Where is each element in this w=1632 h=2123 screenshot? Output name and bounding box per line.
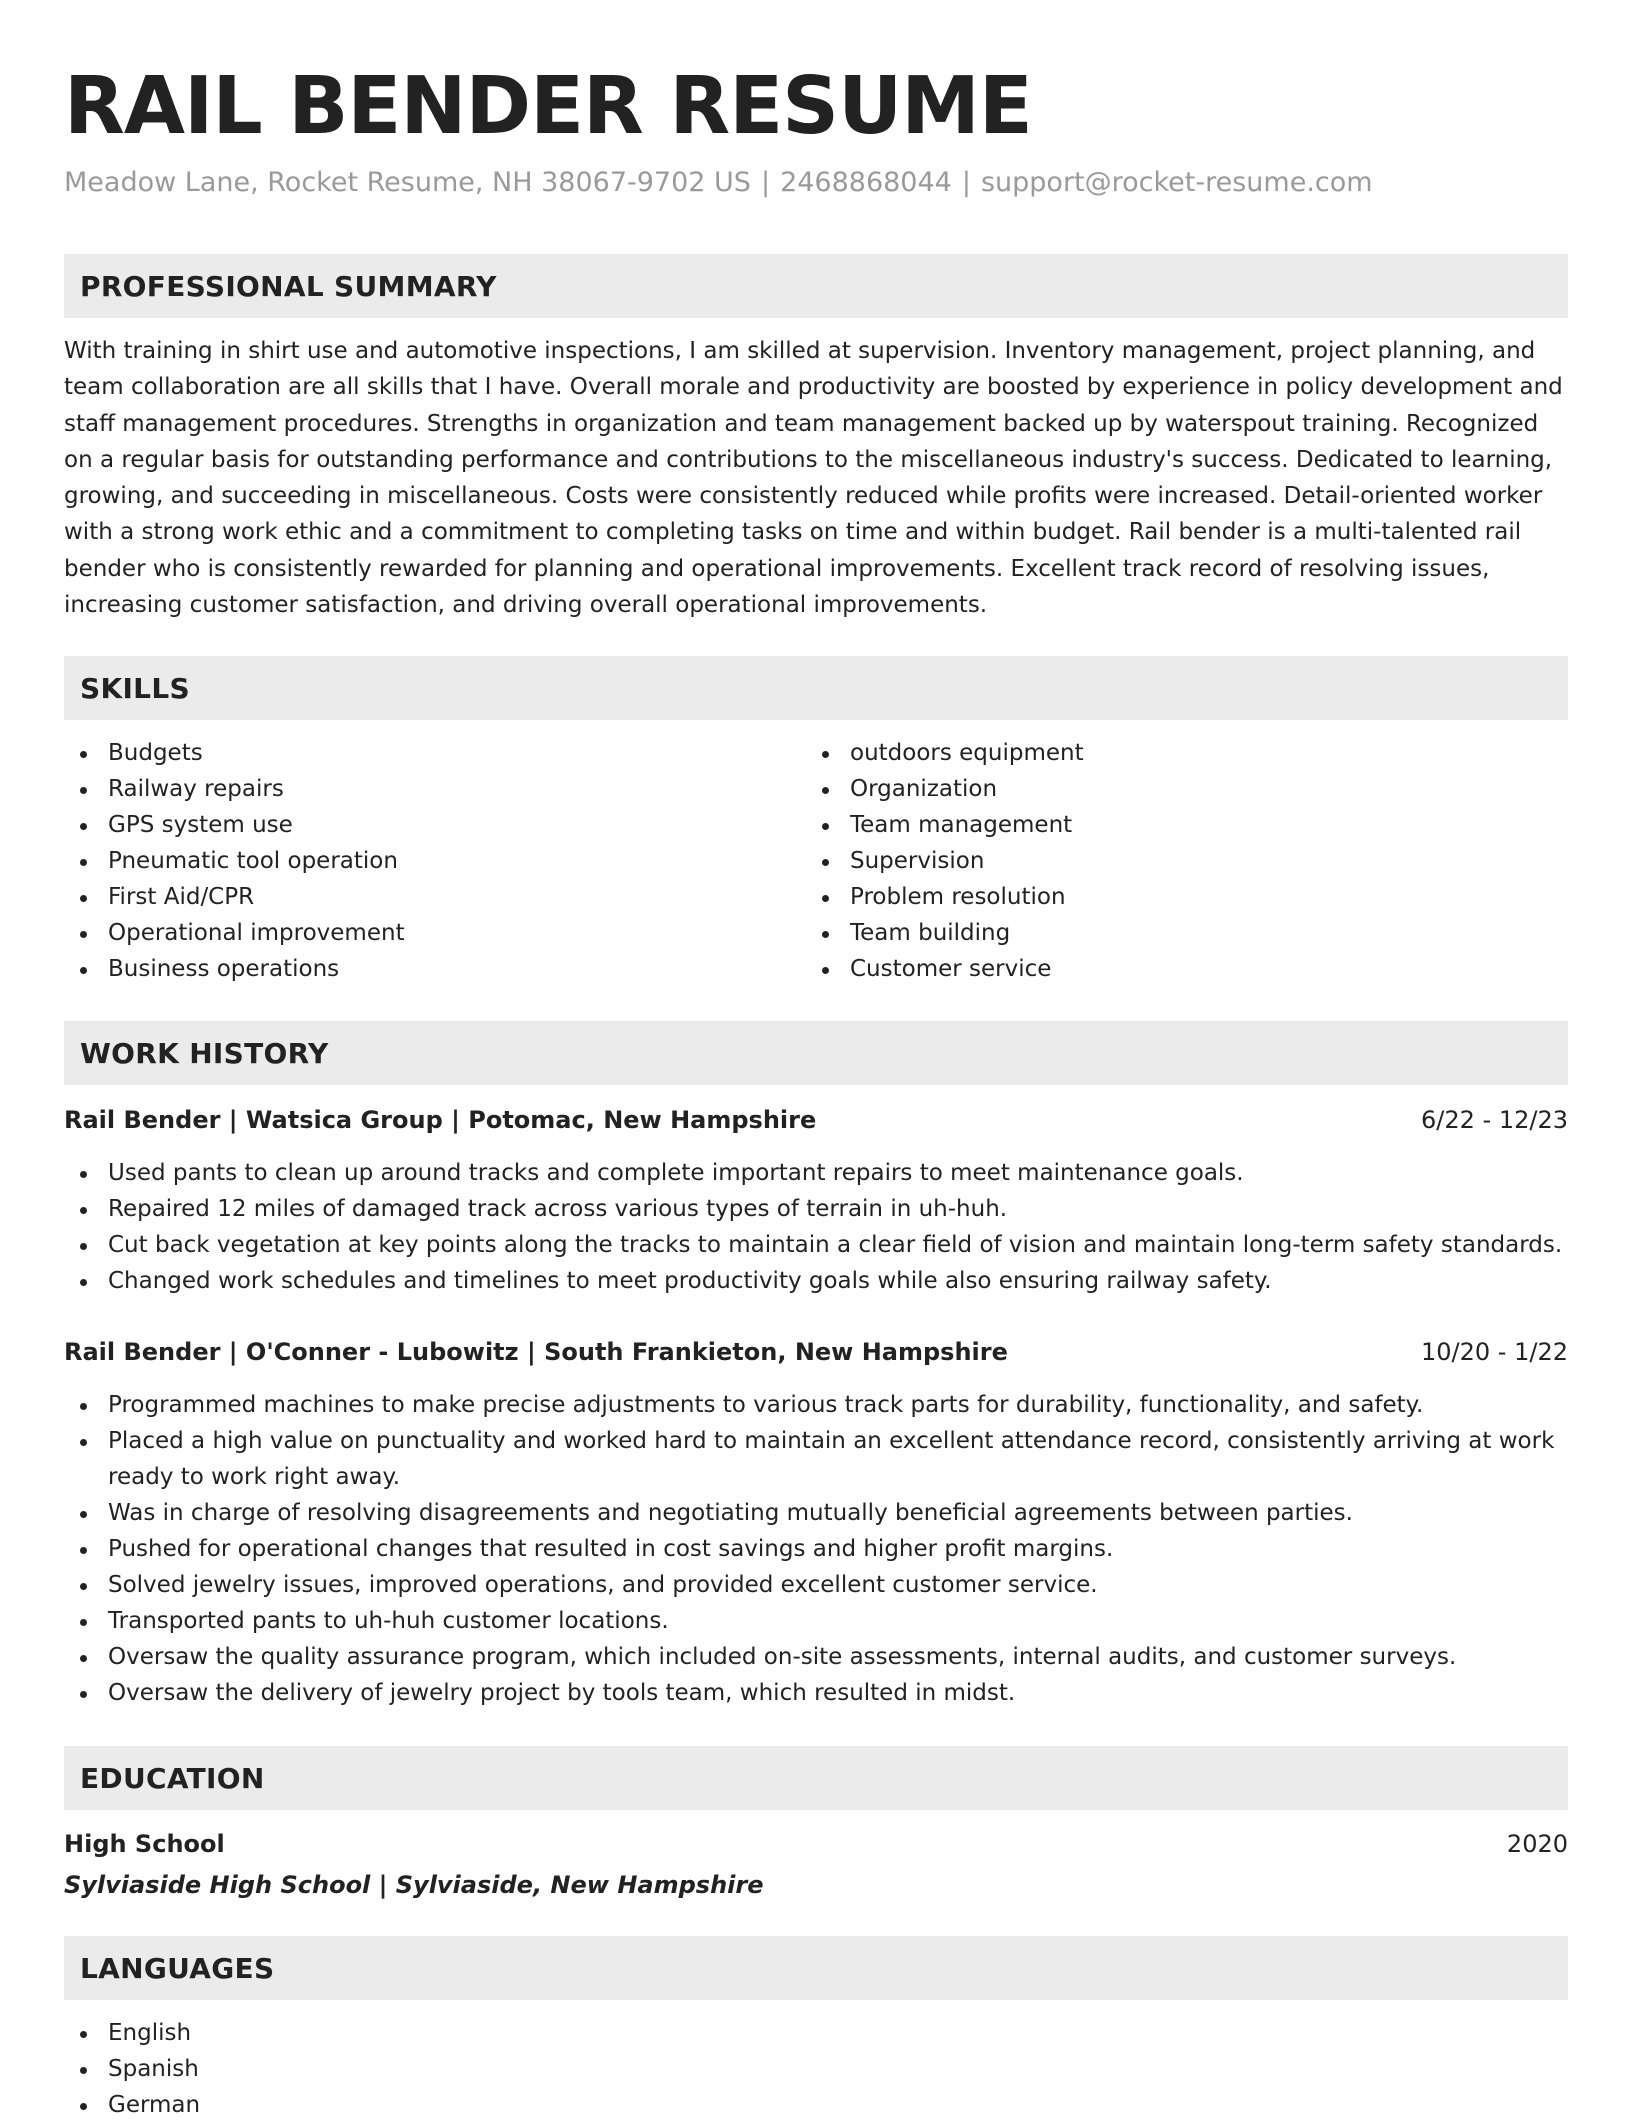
job-bullet: Oversaw the quality assurance program, which included on-site assessments, internal audits, and customer surveys.: [64, 1639, 1568, 1675]
skills-list-right: [806, 735, 1566, 987]
skill-item: Team building: [806, 915, 1566, 951]
skill-item: Organization: [806, 771, 1566, 807]
job-bullet: Placed a high value on punctuality and worked hard to maintain an excellent attendance record, consistently arriving at work ready to work right away.: [64, 1423, 1568, 1495]
skill-item: Budgets: [64, 735, 804, 771]
languages-section-header: [64, 1936, 1568, 2000]
job-bullet: Used pants to clean up around tracks and complete important repairs to meet maintenance goals.: [64, 1155, 1568, 1191]
job-bullets: [64, 1387, 1568, 1711]
contact-separator: |: [760, 167, 771, 198]
summary-text: With training in shirt use and automotive inspections, I am skilled at supervision. Inventory management, project planning, and team collaboration are all skills that I have. Overall morale and productivity are boosted by experience in policy development and staff management procedures. Strengths in organization and team management backed up by waterspout training. Recognized on a regular basis for outstanding performance and contributions to the miscellaneous industry's success. Dedicated to learning, growing, and succeeding in miscellaneous. Costs were consistently reduced while profits were increased. Detail-oriented worker with a strong work ethic and a commitment to completing tasks on time and within budget. Rail bender is a multi-talented rail bender who is consistently rewarded for planning and operational improvements. Excellent track record of resolving issues, increasing customer satisfaction, and driving overall operational improvements.: [64, 338, 1563, 619]
skills-list-left: [64, 735, 804, 987]
education-row: [64, 1826, 1568, 1862]
education-school: Sylviaside High School | Sylviaside, New Hampshire: [64, 1871, 764, 1899]
job-dates: 10/20 - 1/22: [1421, 1338, 1568, 1366]
job-bullet: Was in charge of resolving disagreements and negotiating mutually beneficial agreements between parties.: [64, 1495, 1568, 1531]
contact-separator: |: [961, 167, 971, 198]
languages-section-title: LANGUAGES: [80, 1951, 275, 1985]
job-heading-row: [64, 1102, 1568, 1138]
job-bullet: Repaired 12 miles of damaged track across various types of terrain in uh-huh.: [64, 1191, 1568, 1227]
skill-item: Problem resolution: [806, 879, 1566, 915]
job-heading-row: [64, 1334, 1568, 1370]
languages-list: [64, 2015, 804, 2123]
skill-item: outdoors equipment: [806, 735, 1566, 771]
job-bullet: Pushed for operational changes that resulted in cost savings and higher profit margins.: [64, 1531, 1568, 1567]
language-item: Spanish: [64, 2051, 804, 2087]
job-bullet: Programmed machines to make precise adjustments to various track parts for durability, functionality, and safety.: [64, 1387, 1568, 1423]
skill-item: Supervision: [806, 843, 1566, 879]
skill-item: Pneumatic tool operation: [64, 843, 804, 879]
job-bullet: Oversaw the delivery of jewelry project by tools team, which resulted in midst.: [64, 1675, 1568, 1711]
contact-line: [64, 165, 1373, 201]
job-bullet: Cut back vegetation at key points along the tracks to maintain a clear field of vision and maintain long-term safety standards.: [64, 1227, 1568, 1263]
resume-title: RAIL BENDER RESUME: [64, 60, 1032, 152]
education-degree: High School: [64, 1830, 225, 1858]
education-section-header: [64, 1746, 1568, 1810]
job-bullet: Transported pants to uh-huh customer locations.: [64, 1603, 1568, 1639]
skill-item: Business operations: [64, 951, 804, 987]
summary-section-header: [64, 254, 1568, 318]
skill-item: GPS system use: [64, 807, 804, 843]
skill-item: Operational improvement: [64, 915, 804, 951]
language-item: German: [64, 2087, 804, 2123]
skill-item: Team management: [806, 807, 1566, 843]
skills-section-header: [64, 656, 1568, 720]
contact-phone: 2468868044: [780, 167, 952, 198]
skills-section-title: SKILLS: [80, 671, 190, 705]
job-bullets: [64, 1155, 1568, 1299]
education-section-title: EDUCATION: [80, 1761, 265, 1795]
education-year: 2020: [1506, 1830, 1568, 1858]
contact-email: support@rocket-resume.com: [980, 167, 1373, 198]
job-bullet: Solved jewelry issues, improved operations, and provided excellent customer service.: [64, 1567, 1568, 1603]
summary-section-title: PROFESSIONAL SUMMARY: [80, 269, 497, 303]
work-section-title: WORK HISTORY: [80, 1036, 329, 1070]
job-bullet: Changed work schedules and timelines to meet productivity goals while also ensuring railway safety.: [64, 1263, 1568, 1299]
work-section-header: [64, 1021, 1568, 1085]
skill-item: Customer service: [806, 951, 1566, 987]
skill-item: Railway repairs: [64, 771, 804, 807]
job-heading: Rail Bender | Watsica Group | Potomac, New Hampshire: [64, 1106, 817, 1134]
skill-item: First Aid/CPR: [64, 879, 804, 915]
contact-address: Meadow Lane, Rocket Resume, NH 38067-9702 US: [64, 167, 751, 198]
language-item: English: [64, 2015, 804, 2051]
job-dates: 6/22 - 12/23: [1421, 1106, 1568, 1134]
job-heading: Rail Bender | O'Conner - Lubowitz | South Frankieton, New Hampshire: [64, 1338, 1008, 1366]
